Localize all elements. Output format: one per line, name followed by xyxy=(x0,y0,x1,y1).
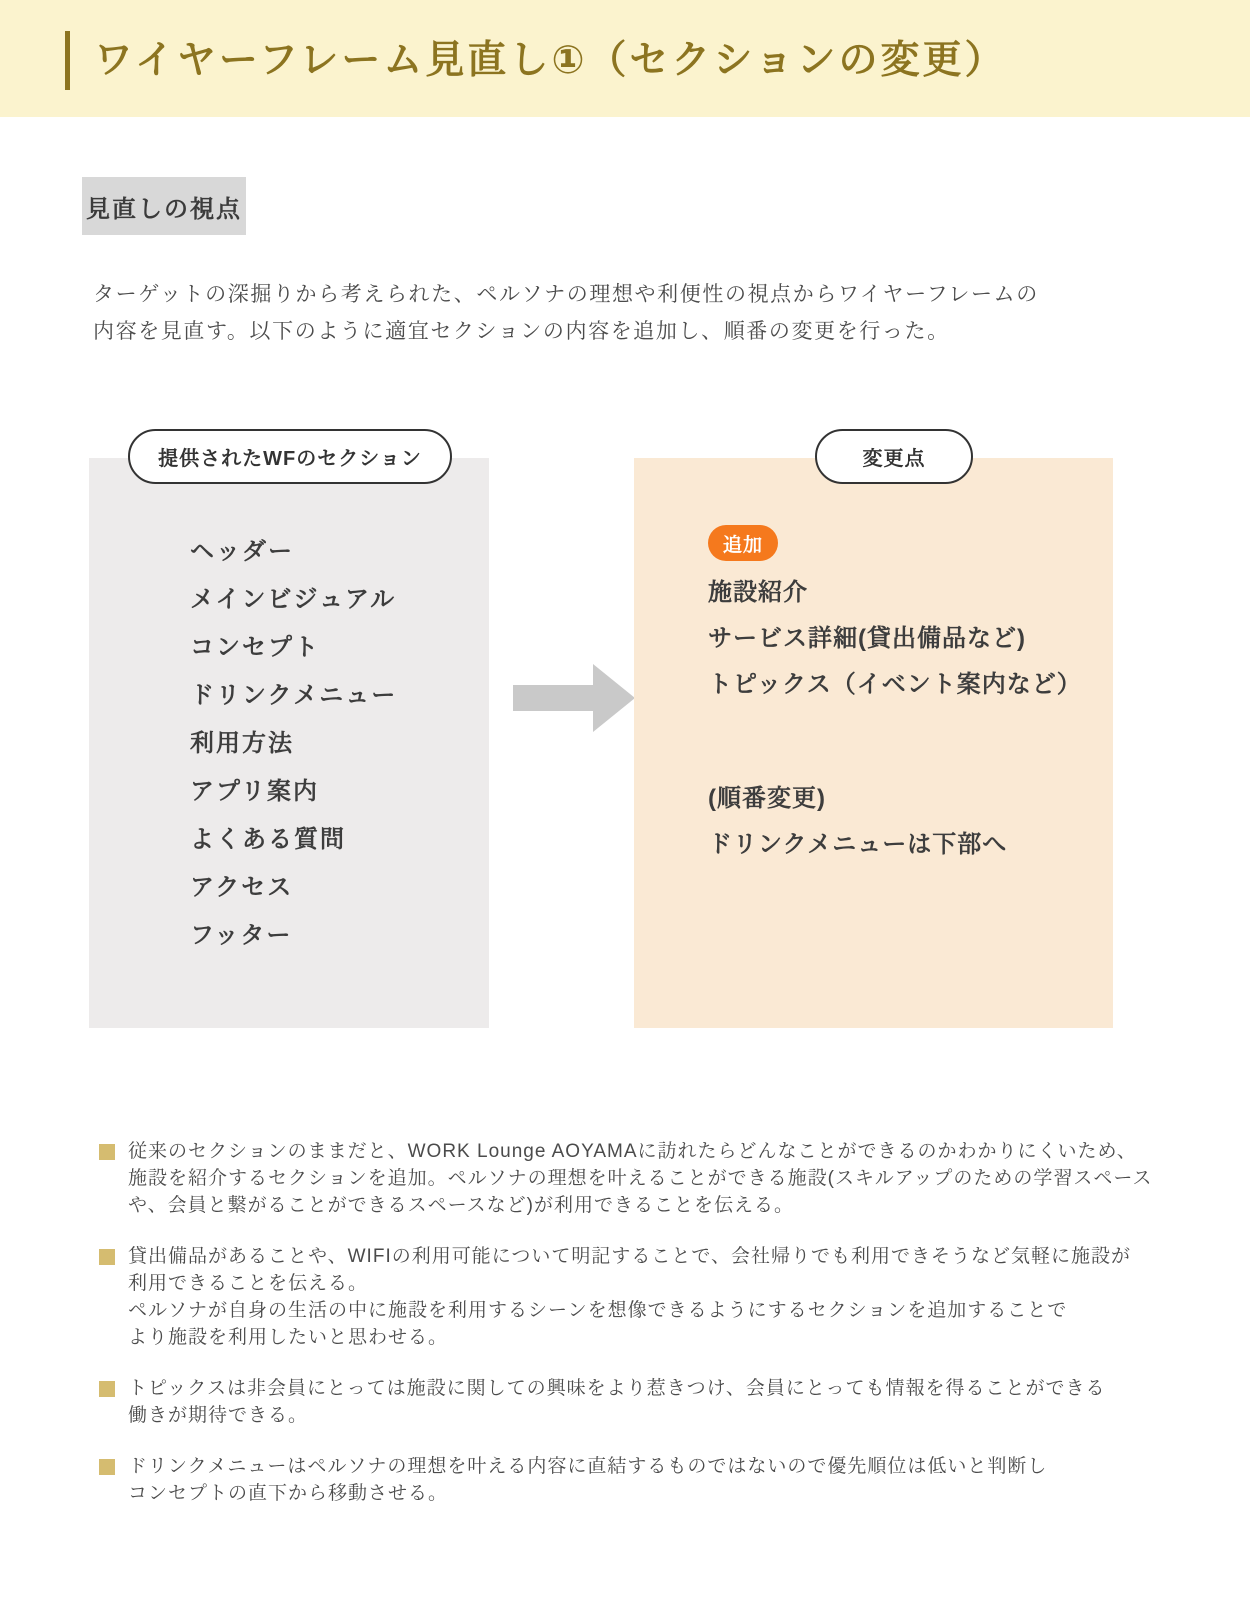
list-item: フッター xyxy=(190,921,293,949)
added-items-list xyxy=(708,566,1082,704)
list-item: (順番変更) xyxy=(708,784,826,812)
bullet-square-icon xyxy=(99,1144,115,1160)
list-item: 施設紹介 xyxy=(708,578,808,606)
list-item: コンセプト xyxy=(190,633,320,661)
original-sections-pill: 提供されたWFのセクション xyxy=(128,429,452,484)
list-item: アクセス xyxy=(190,873,294,901)
list-item: ドリンクメニューは下部へ xyxy=(708,830,1008,858)
list-item: トピックス（イベント案内など） xyxy=(708,670,1082,698)
arrow-shaft xyxy=(513,685,594,711)
list-item: よくある質問 xyxy=(190,825,346,853)
note-line: ドリンクメニューはペルソナの理想を叶える内容に直結するものではないので優先順位は低いと判断し xyxy=(128,1456,1048,1477)
list-item: アプリ案内 xyxy=(190,777,320,805)
list-item: メインビジュアル xyxy=(190,585,397,613)
note-item xyxy=(99,1243,1169,1351)
intro-line: ターゲットの深掘りから考えられた、ペルソナの理想や利便性の視点からワイヤーフレームの xyxy=(93,283,1039,306)
list-item: サービス詳細(貸出備品など) xyxy=(708,624,1026,652)
right-arrow-icon xyxy=(513,664,634,732)
original-sections-list xyxy=(190,524,397,956)
page-title: ワイヤーフレーム見直し①（セクションの変更） xyxy=(94,39,1007,82)
intro-line: 内容を見直す。以下のように適宜セクションの内容を追加し、順番の変更を行った。 xyxy=(93,320,950,343)
list-item: ヘッダー xyxy=(190,537,294,565)
note-line: トピックスは非会員にとっては施設に関しての興味をより惹きつけ、会員にとっても情報を得ることができる xyxy=(128,1378,1106,1399)
title-accent-bar xyxy=(65,31,70,90)
note-line: 施設を紹介するセクションを追加。ペルソナの理想を叶えることができる施設(スキルアップのための学習スペース xyxy=(128,1168,1153,1189)
note-line: や、会員と繋がることができるスペースなど)が利用できることを伝える。 xyxy=(128,1195,794,1216)
section-label: 見直しの視点 xyxy=(82,177,246,235)
arrow-head xyxy=(593,664,635,732)
intro-paragraph xyxy=(93,276,1039,350)
list-item: ドリンクメニュー xyxy=(190,681,398,709)
note-text xyxy=(128,1138,1152,1219)
notes-section xyxy=(99,1138,1169,1531)
note-text xyxy=(128,1375,1106,1429)
reorder-items-list xyxy=(708,772,1007,864)
changes-pill: 変更点 xyxy=(815,429,973,484)
note-line: 従来のセクションのままだと、WORK Lounge AOYAMAに訪れたらどんなことができるのかわかりにくいため、 xyxy=(128,1141,1137,1162)
list-item: 利用方法 xyxy=(190,729,294,757)
note-text xyxy=(128,1243,1131,1351)
note-item xyxy=(99,1453,1169,1507)
note-item xyxy=(99,1375,1169,1429)
note-line: 貸出備品があることや、WIFIの利用可能について明記することで、会社帰りでも利用できそうなど気軽に施設が xyxy=(128,1246,1131,1267)
note-line: コンセプトの直下から移動させる。 xyxy=(128,1483,449,1504)
note-text xyxy=(128,1453,1047,1507)
added-badge: 追加 xyxy=(708,525,778,561)
note-line: 利用できることを伝える。 xyxy=(128,1273,369,1294)
title-banner xyxy=(0,0,1250,117)
note-line: より施設を利用したいと思わせる。 xyxy=(128,1327,449,1348)
bullet-square-icon xyxy=(99,1249,115,1265)
note-line: 働きが期待できる。 xyxy=(128,1405,309,1426)
note-line: ペルソナが自身の生活の中に施設を利用するシーンを想像できるようにするセクションを追加することで xyxy=(128,1300,1068,1321)
changes-box xyxy=(634,458,1113,1028)
bullet-square-icon xyxy=(99,1459,115,1475)
note-item xyxy=(99,1138,1169,1219)
bullet-square-icon xyxy=(99,1381,115,1397)
